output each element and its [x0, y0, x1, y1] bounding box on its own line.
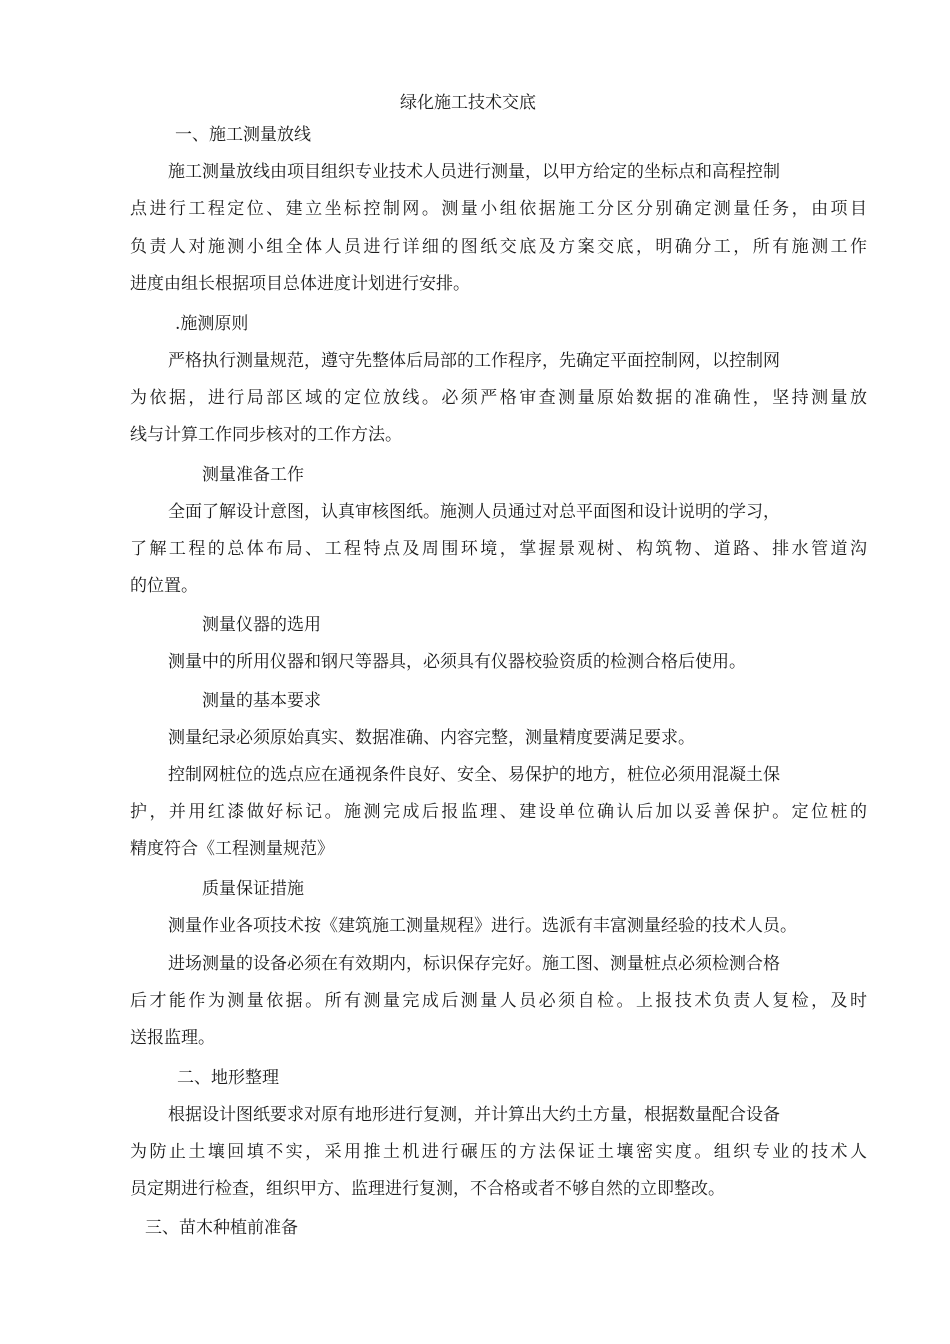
subsection-heading: 测量仪器的选用 — [202, 615, 321, 635]
paragraph-line: 全面了解设计意图，认真审核图纸。施测人员通过对总平面图和设计说明的学习， — [168, 502, 780, 522]
section-heading: 三、苗木种植前准备 — [145, 1218, 298, 1238]
paragraph-line: 测量纪录必须原始真实、数据准确、内容完整，测量精度要满足要求。 — [168, 728, 695, 748]
paragraph-line: 的位置。 — [130, 576, 198, 596]
section-heading: 二、地形整理 — [177, 1068, 279, 1088]
paragraph-line: 进场测量的设备必须在有效期内，标识保存完好。施工图、测量桩点必须检测合格 — [168, 954, 780, 974]
paragraph-line: 进度由组长根据项目总体进度计划进行安排。 — [130, 274, 470, 294]
paragraph-line: 员定期进行检查，组织甲方、监理进行复测，不合格或者不够自然的立即整改。 — [130, 1179, 725, 1199]
subsection-heading: 质量保证措施 — [202, 879, 304, 899]
document-title: 绿化施工技术交底 — [400, 93, 536, 113]
paragraph-line: 控制网桩位的选点应在通视条件良好、安全、易保护的地方，桩位必须用混凝土保 — [168, 765, 780, 785]
paragraph-line: 点进行工程定位、建立坐标控制网。测量小组依据施工分区分别确定测量任务，由项目 — [130, 199, 867, 219]
subsection-heading: 测量的基本要求 — [202, 691, 321, 711]
paragraph-line: 测量作业各项技术按《建筑施工测量规程》进行。选派有丰富测量经验的技术人员。 — [168, 916, 797, 936]
paragraph-line: 后才能作为测量依据。所有测量完成后测量人员必须自检。上报技术负责人复检，及时 — [130, 991, 867, 1011]
subsection-heading: .施测原则 — [175, 314, 249, 334]
paragraph-line: 测量中的所用仪器和钢尺等器具，必须具有仪器校验资质的检测合格后使用。 — [168, 652, 746, 672]
paragraph-line: 根据设计图纸要求对原有地形进行复测，并计算出大约土方量，根据数量配合设备 — [168, 1105, 780, 1125]
paragraph-line: 线与计算工作同步核对的工作方法。 — [130, 425, 402, 445]
subsection-heading: 测量准备工作 — [202, 465, 304, 485]
paragraph-line: 为防止土壤回填不实，采用推土机进行碾压的方法保证土壤密实度。组织专业的技术人 — [130, 1142, 867, 1162]
paragraph-line: 严格执行测量规范，遵守先整体后局部的工作程序，先确定平面控制网，以控制网 — [168, 351, 780, 371]
paragraph-line: 负责人对施测小组全体人员进行详细的图纸交底及方案交底，明确分工，所有施测工作 — [130, 237, 867, 257]
paragraph-line: 施工测量放线由项目组织专业技术人员进行测量，以甲方给定的坐标点和高程控制 — [168, 162, 780, 182]
paragraph-line: 为依据，进行局部区域的定位放线。必须严格审查测量原始数据的准确性，坚持测量放 — [130, 388, 867, 408]
paragraph-line: 了解工程的总体布局、工程特点及周围环境，掌握景观树、构筑物、道路、排水管道沟 — [130, 539, 867, 559]
section-heading: 一、施工测量放线 — [175, 125, 311, 145]
paragraph-line: 护，并用红漆做好标记。施测完成后报监理、建设单位确认后加以妥善保护。定位桩的 — [130, 802, 867, 822]
paragraph-line: 精度符合《工程测量规范》 — [130, 839, 334, 859]
paragraph-line: 送报监理。 — [130, 1028, 215, 1048]
